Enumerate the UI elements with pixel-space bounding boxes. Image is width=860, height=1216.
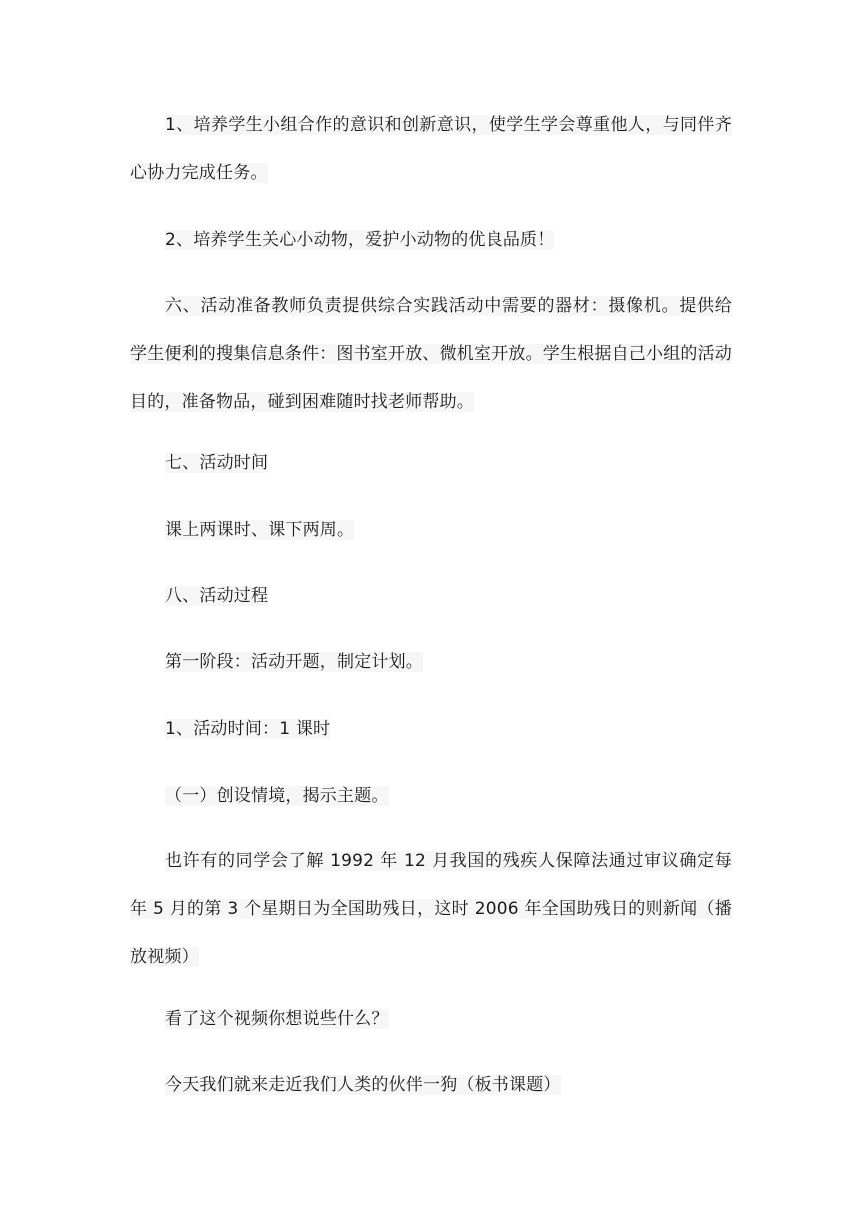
heading-activity-time [130, 439, 732, 487]
heading-text: 八、活动过程 [165, 586, 269, 606]
paragraph-news [130, 837, 732, 981]
heading-text: 七、活动时间 [165, 453, 269, 473]
paragraph-text: 课上两课时、课下两周。 [165, 520, 355, 540]
paragraph-duration [130, 506, 732, 554]
paragraph-section-six [130, 282, 732, 426]
paragraph-create-context [130, 772, 732, 820]
paragraph-text: （一）创设情境，揭示主题。 [165, 786, 389, 806]
paragraph-text: 2、培养学生关心小动物，爱护小动物的优良品质！ [165, 230, 555, 250]
paragraph-text: 第一阶段：活动开题，制定计划。 [165, 652, 423, 672]
paragraph-activity-time [130, 705, 732, 753]
paragraph-goal-1 [130, 101, 732, 197]
paragraph-text: 1、培养学生小组合作的意识和创新意识，使学生学会尊重他人，与同伴齐心协力完成任务。 [130, 115, 732, 183]
paragraph-question [130, 995, 732, 1043]
heading-activity-process [130, 572, 732, 620]
paragraph-text: 六、活动准备教师负责提供综合实践活动中需要的器材：摄像机。提供给学生便利的搜集信息条件：图书室开放、微机室开放。学生根据自己小组的活动目的，准备物品，碰到困难随时找老师帮助。 [130, 296, 732, 412]
paragraph-text: 1、活动时间：1 课时 [165, 719, 331, 739]
paragraph-goal-2 [130, 216, 732, 264]
paragraph-text: 也许有的同学会了解 1992 年 12 月我国的残疾人保障法通过审议确定每年 5 月的第 3 个星期日为全国助残日，这时 2006 年全国助残日的则新闻（播放视频） [130, 851, 732, 967]
paragraph-topic [130, 1061, 732, 1109]
paragraph-text: 看了这个视频你想说些什么？ [165, 1009, 389, 1029]
paragraph-text: 今天我们就来走近我们人类的伙伴一狗（板书课题） [165, 1075, 561, 1095]
paragraph-stage-one [130, 638, 732, 686]
